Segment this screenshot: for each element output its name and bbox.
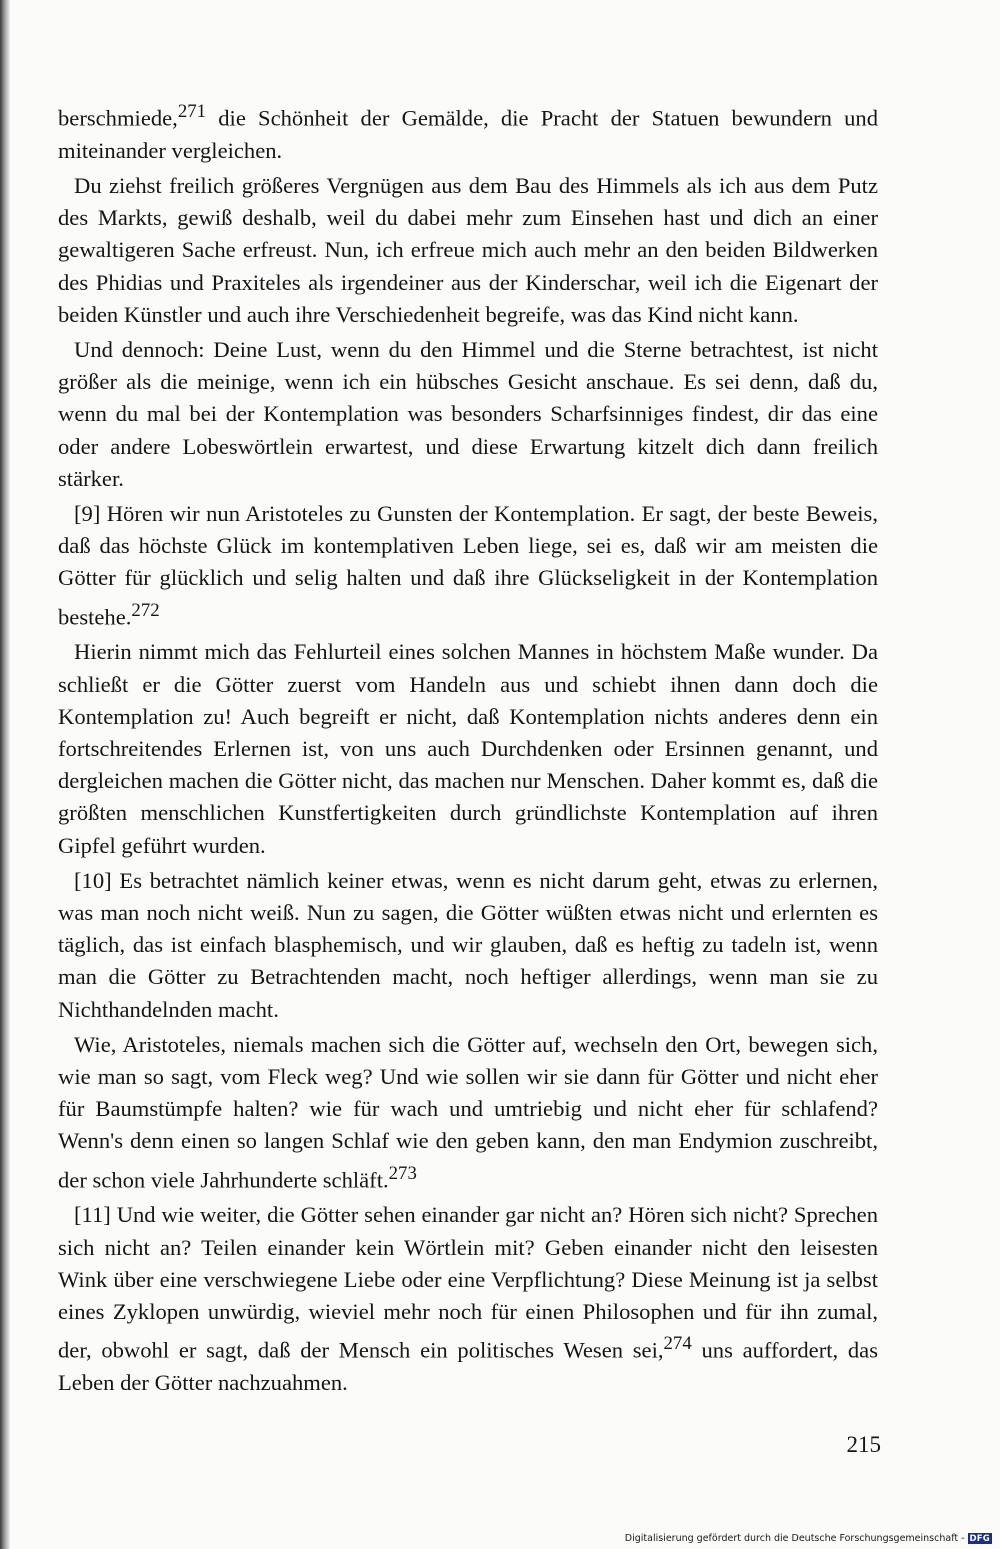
page-binding-edge	[0, 0, 10, 1549]
footnote-ref-273: 273	[388, 1162, 417, 1184]
paragraph-2: Du ziehst freilich größeres Vergnügen aus dem Bau des Himmels als ich aus dem Putz des Markts, gewiß deshalb, weil du dabei mehr zum Einsehen hast und dich an einer gewaltigeren Sache erfreust. Nun, ich erfreue mich auch mehr an den beiden Bildwerken des Phidias und Praxiteles als irgendeiner aus der Kinderschar, weil ich die Eigenart der beiden Künstler und auch ihre Verschiedenheit begreife, was das Kind nicht kann.	[58, 172, 878, 327]
footer-credit	[625, 1532, 992, 1545]
dfg-logo-icon: DFG	[969, 1533, 990, 1544]
paragraph-8: [11] Und wie weiter, die Götter sehen einander gar nicht an? Hören sich nicht? Sprechen sich nicht an? Teilen einander kein Wörtlein mit? Geben einander nicht den leisesten Wink über eine verschwiegene Liebe oder eine Verpflichtung? Diese Meinung ist ja selbst eines Zyklopen unwürdig, wieviel mehr noch für einen Philosophen und für ihn zumal, der, obwohl er sagt, daß der Mensch ein politisches Wesen sei,$^{274}$ uns auffordert, das Leben der Götter nachzuahmen.	[58, 1202, 878, 1395]
footer-credit-text: Digitalisierung gefördert durch die Deutsche Forschungsgemeinschaft -	[624, 1533, 965, 1544]
paragraph-7: Wie, Aristoteles, niemals machen sich die Götter auf, wechseln den Ort, bewegen sich, wie man so sagt, vom Fleck weg? Und wie sollen wir sie dann für Götter und nicht eher für Baumstümpfe halten? wie für wach und umtriebig und nicht eher für schlafend? Wenn's denn einen so langen Schlaf wie den geben kann, den man Endymion zuschreibt, der schon viele Jahrhunderte schläft.$^{273}$	[58, 1031, 878, 1193]
paragraph-3: Und dennoch: Deine Lust, wenn du den Himmel und die Sterne betrachtest, ist nicht größer als die meinige, wenn ich ein hübsches Gesicht anschaue. Es sei denn, daß du, wenn du mal bei der Kontemplation was besonders Scharfsinniges findest, dir das eine oder andere Lobeswörtlein erwartest, und diese Erwartung kitzelt dich dann freilich stärker.	[58, 336, 878, 491]
page-number: 215	[846, 1432, 881, 1457]
footnote-ref-271: 271	[177, 101, 207, 122]
body-text	[58, 96, 878, 1402]
footnote-ref-272: 272	[131, 599, 160, 621]
paragraph-6: [10] Es betrachtet nämlich keiner etwas, wenn es nicht darum geht, etwas zu erlernen, was man noch nicht weiß. Nun zu sagen, die Götter wüßten etwas nicht und erlernten es täglich, das ist einfach blasphemisch, und wir glauben, daß es heftig zu tadeln ist, wenn man die Götter zu Betrachtenden macht, noch heftiger allerdings, wenn man sie zu Nichthandelnden macht.	[58, 867, 878, 1022]
paragraph-1: berschmiede,$^{271}$ die Schönheit der Gemälde, die Pracht der Statuen bewundern und miteinander vergleichen.	[58, 101, 878, 163]
paragraph-4: [9] Hören wir nun Aristoteles zu Gunsten der Kontemplation. Er sagt, der beste Beweis, daß das höchste Glück im kontemplativen Leben liege, sei es, daß wir am meisten die Götter für glücklich und selig halten und daß ihre Glückseligkeit in der Kontemplation bestehe.$^{272}$	[58, 500, 878, 630]
paragraph-5: Hierin nimmt mich das Fehlurteil eines solchen Mannes in höchstem Maße wunder. Da schließt er die Götter zuerst vom Handeln aus und schiebt ihnen dann doch die Kontemplation zu! Auch begreift er nicht, daß Kontemplation nichts anderes denn ein fortschreitendes Erlernen ist, von uns auch Durchdenken oder Ersinnen genannt, und dergleichen machen die Götter nicht, das machen nur Menschen. Daher kommt es, daß die größten menschlichen Kunstfertigkeiten durch gründlichste Kontemplation auf ihren Gipfel geführt wurden.	[58, 639, 878, 858]
footnote-ref-274: 274	[663, 1333, 692, 1355]
